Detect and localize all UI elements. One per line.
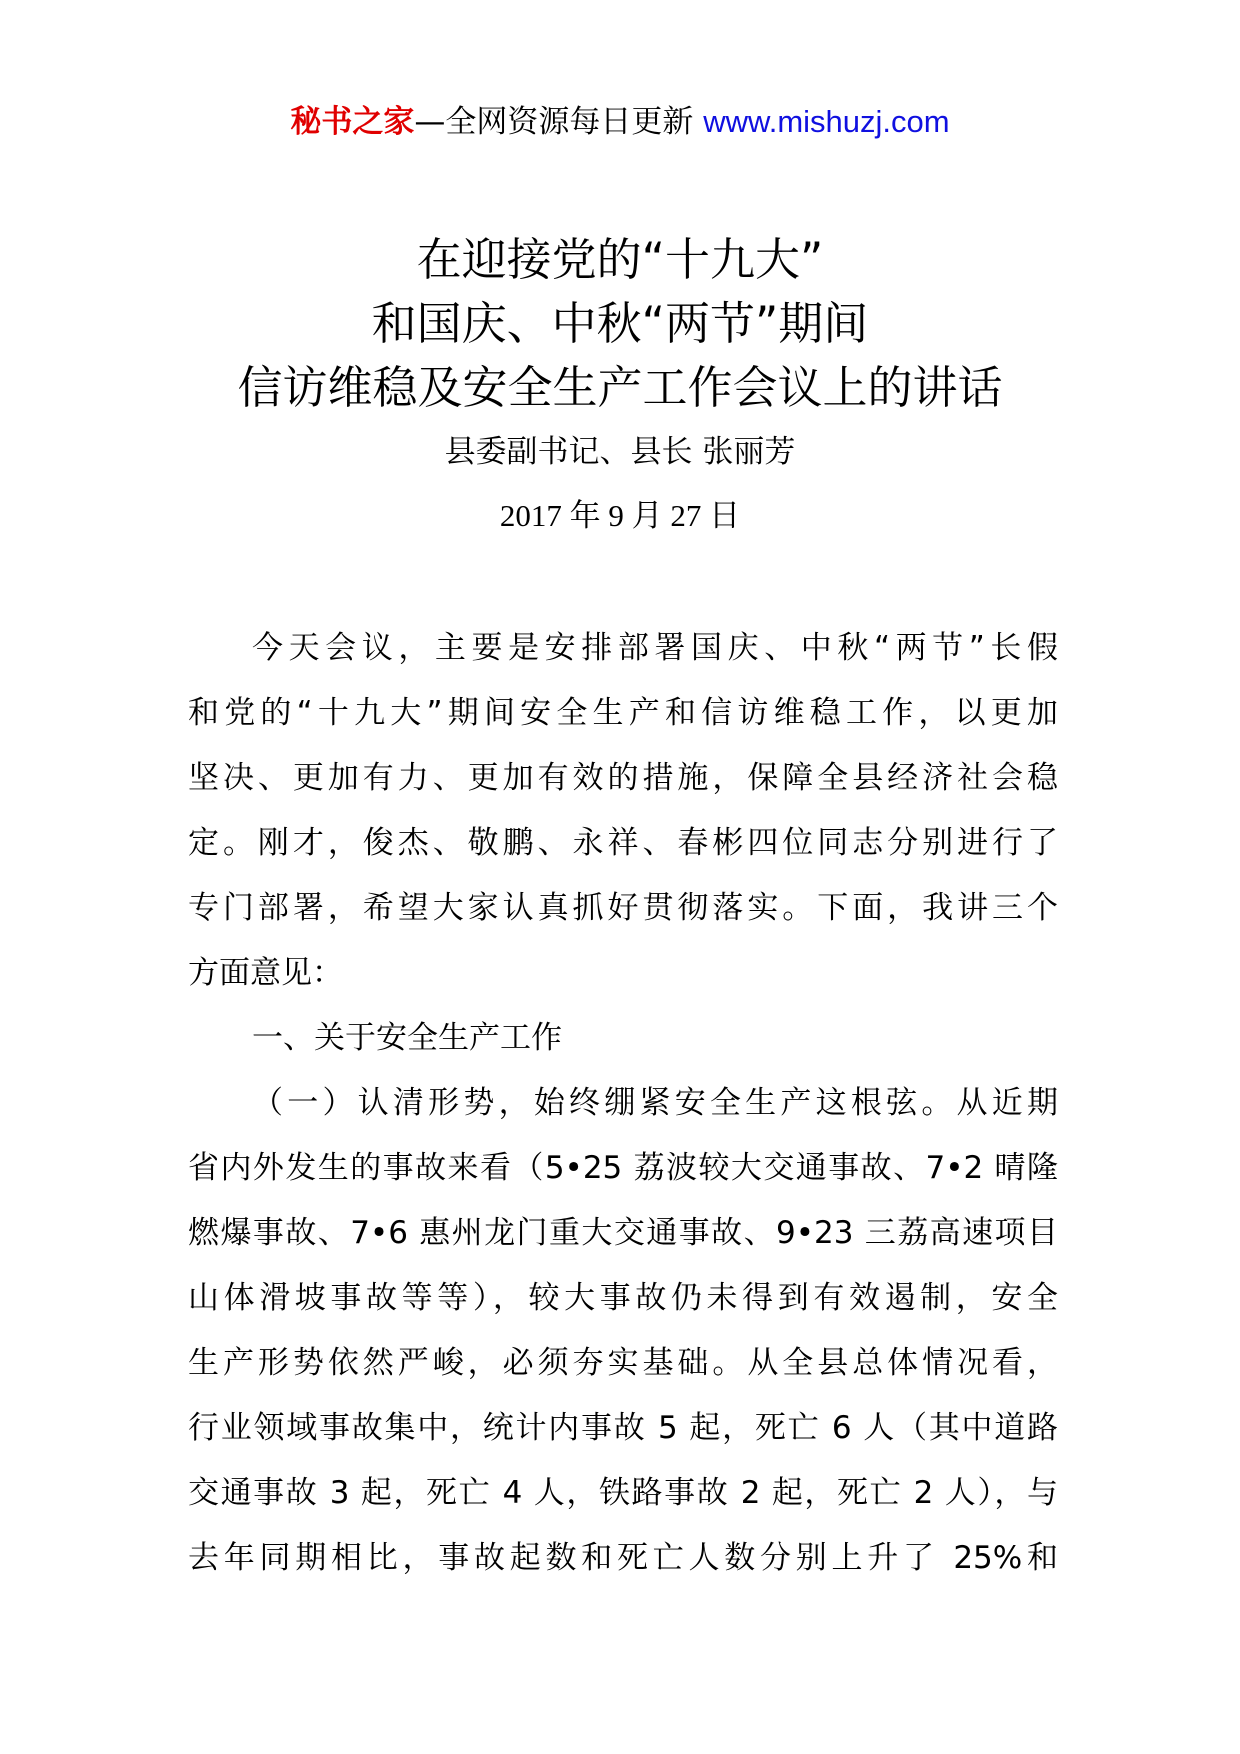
document-body [188, 616, 1058, 1591]
title-line: 和国庆、中秋“两节”期间 [371, 297, 869, 350]
body-line: 燃爆事故、7•6 惠州龙门重大交通事故、9•23 三荔高速项目 [188, 1215, 1058, 1251]
body-line: 坚决、更加有力、更加有效的措施，保障全县经济社会稳 [188, 760, 1058, 796]
title-line: 信访维稳及安全生产工作会议上的讲话 [237, 361, 1003, 414]
body-line: 定。刚才，俊杰、敬鹏、永祥、春彬四位同志分别进行了 [188, 825, 1058, 861]
body-line: 专门部署，希望大家认真抓好贯彻落实。下面，我讲三个 [188, 890, 1058, 926]
author-line: 县委副书记、县长 张丽芳 [444, 434, 796, 470]
body-line: 交通事故 3 起，死亡 4 人，铁路事故 2 起，死亡 2 人），与 [188, 1475, 1058, 1511]
body-line: 方面意见： [188, 955, 343, 991]
body-line: 行业领域事故集中，统计内事故 5 起，死亡 6 人（其中道路 [188, 1410, 1058, 1446]
body-line: （一）认清形势，始终绷紧安全生产这根弦。从近期 [252, 1085, 1058, 1121]
body-line: 山体滑坡事故等等），较大事故仍未得到有效遏制，安全 [188, 1280, 1058, 1316]
body-line: 和党的“十九大”期间安全生产和信访维稳工作，以更加 [188, 695, 1058, 731]
body-line: 生产形势依然严峻，必须夯实基础。从全县总体情况看， [188, 1345, 1058, 1381]
document-title [0, 228, 1240, 420]
section-heading: 一、关于安全生产工作 [252, 1020, 562, 1056]
site-tagline: —全网资源每日更新 [414, 104, 694, 140]
title-line: 在迎接党的“十九大” [416, 233, 824, 286]
body-line: 省内外发生的事故来看（5•25 荔波较大交通事故、7•2 晴隆 [188, 1150, 1058, 1186]
body-line: 去年同期相比，事故起数和死亡人数分别上升了 25%和 [188, 1540, 1058, 1576]
site-header [0, 100, 1240, 144]
site-brand: 秘书之家 [290, 104, 415, 140]
speech-date: 2017 年 9 月 27 日 [499, 498, 741, 533]
body-line: 今天会议，主要是安排部署国庆、中秋“两节”长假 [252, 630, 1058, 666]
site-url-link[interactable]: www.mishuzj.com [703, 104, 950, 139]
